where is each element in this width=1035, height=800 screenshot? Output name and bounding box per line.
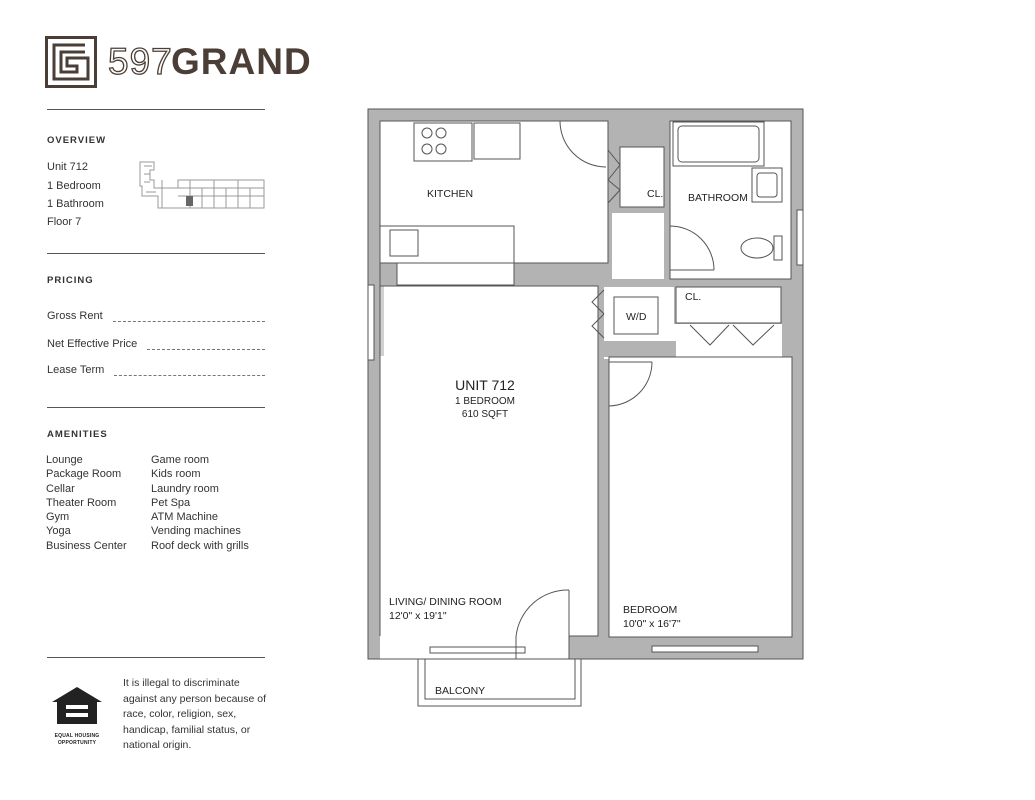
unit-title: UNIT 712 bbox=[455, 377, 515, 393]
window bbox=[652, 646, 758, 652]
sink bbox=[390, 230, 418, 256]
amenities-title: AMENITIES bbox=[47, 429, 108, 440]
pricing-label: Net Effective Price bbox=[47, 338, 138, 350]
bathroom-label: BATHROOM bbox=[688, 192, 748, 204]
amenity-item: Roof deck with grills bbox=[151, 539, 249, 552]
equal-housing-text-2: OPPORTUNITY bbox=[57, 740, 97, 746]
fair-housing-statement: It is illegal to discriminate against any person because of race, color, religion, sex, handicap, familial status, or national origin. bbox=[123, 677, 267, 752]
overview-bathrooms: 1 Bathroom bbox=[47, 198, 104, 210]
overview-floor: Floor 7 bbox=[47, 216, 82, 228]
amenity-item: Package Room bbox=[46, 468, 122, 481]
amenity-item: Theater Room bbox=[46, 496, 117, 509]
pricing-label: Lease Term bbox=[47, 364, 105, 376]
amenity-item: Vending machines bbox=[151, 525, 241, 538]
brand-number: 597 bbox=[108, 41, 173, 82]
toilet-tank bbox=[774, 236, 782, 260]
amenity-item: Yoga bbox=[46, 525, 71, 538]
balcony-label: BALCONY bbox=[435, 685, 486, 697]
fridge bbox=[474, 123, 520, 159]
living-room-dimensions: 12'0" x 19'1" bbox=[389, 610, 447, 622]
bedroom-label: BEDROOM bbox=[623, 604, 678, 616]
closet-2-label: CL. bbox=[685, 291, 702, 303]
window bbox=[430, 647, 525, 653]
amenity-item: Laundry room bbox=[151, 482, 219, 495]
window bbox=[797, 210, 803, 265]
closet-1-label: CL. bbox=[647, 188, 664, 200]
amenity-item: Lounge bbox=[46, 454, 83, 466]
unit-bedrooms: 1 BEDROOM bbox=[454, 396, 516, 407]
bedroom-area bbox=[609, 357, 792, 637]
kitchen-hall bbox=[612, 213, 666, 279]
living-room-label: LIVING/ DINING ROOM bbox=[389, 596, 502, 608]
amenity-item: Pet Spa bbox=[151, 496, 191, 509]
pricing-title: PRICING bbox=[47, 275, 94, 286]
kitchen-label: KITCHEN bbox=[427, 188, 474, 200]
amenity-item: Cellar bbox=[46, 482, 75, 495]
amenity-item: Business Center bbox=[46, 539, 127, 552]
window bbox=[368, 285, 374, 360]
equal-housing-text-1: EQUAL HOUSING bbox=[54, 733, 100, 739]
brand-word: GRAND bbox=[171, 41, 312, 82]
overview-title: OVERVIEW bbox=[47, 135, 107, 146]
overview-unit: Unit 712 bbox=[47, 161, 88, 173]
amenity-item: Gym bbox=[46, 511, 70, 524]
amenity-item: ATM Machine bbox=[151, 511, 219, 524]
unit-sqft: 610 SQFT bbox=[461, 409, 509, 420]
pricing-label: Gross Rent bbox=[47, 310, 103, 322]
overview-bedrooms: 1 Bedroom bbox=[47, 180, 101, 192]
amenity-item: Kids room bbox=[151, 468, 201, 481]
toilet-bowl bbox=[741, 238, 773, 258]
wd-label: W/D bbox=[626, 311, 647, 323]
bedroom-dimensions: 10'0" x 16'7" bbox=[623, 618, 681, 630]
amenity-item: Game room bbox=[151, 454, 210, 466]
